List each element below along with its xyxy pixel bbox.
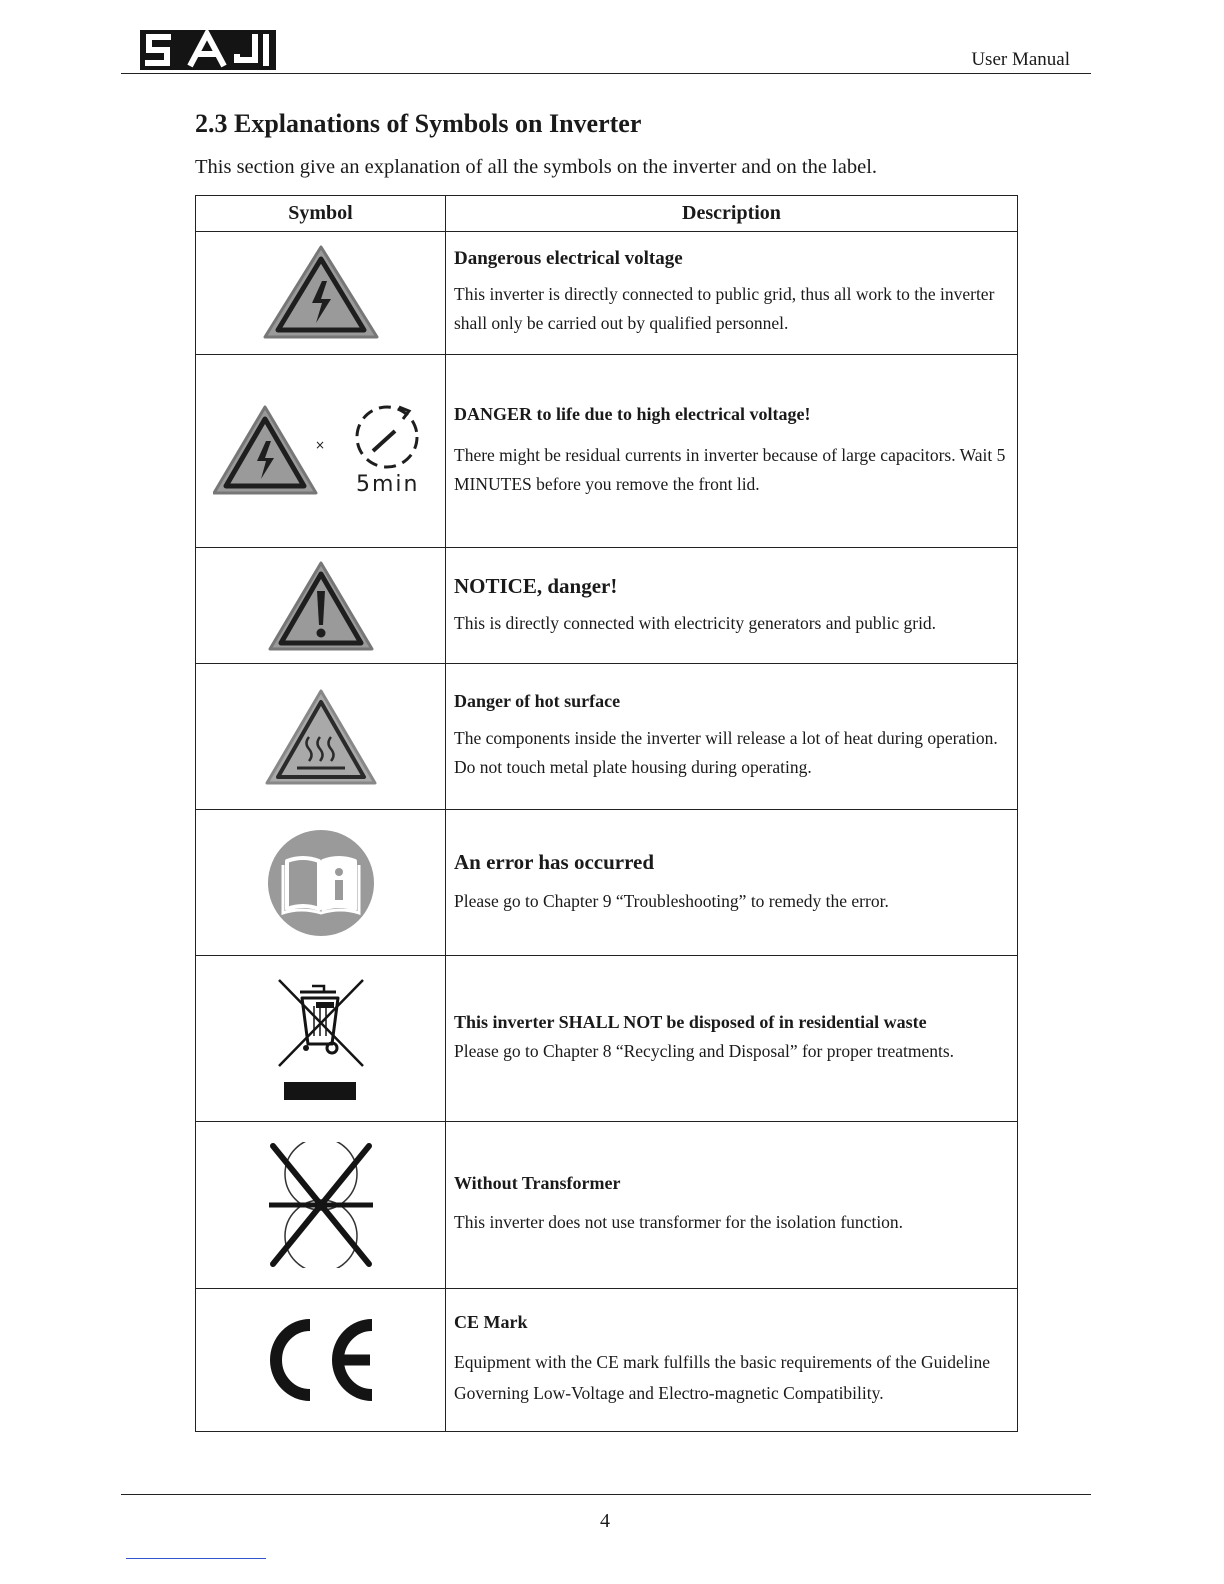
row-body: Please go to Chapter 8 “Recycling and Disposal” for proper treatments. [454, 1040, 955, 1061]
section-title: 2.3 Explanations of Symbols on Inverter [195, 109, 642, 138]
table-row [196, 664, 1018, 810]
manual-label: User Manual [971, 49, 1070, 70]
row-body: Equipment with the CE mark fulfills the basic requirements of the Guideline Governing Low-Voltage and Electro-magnetic Compatibility. [454, 1351, 991, 1403]
table-row [196, 232, 1018, 355]
description-cell [446, 956, 1018, 1122]
table-row [196, 810, 1018, 956]
symbol-cell [196, 232, 446, 355]
section-intro: This section give an explanation of all the symbols on the inverter and on the label. [195, 156, 878, 178]
table-row [196, 548, 1018, 664]
symbol-cell [196, 810, 446, 956]
description-cell [446, 548, 1018, 664]
exclamation-warning-icon [266, 559, 376, 653]
multiply-sign: × [315, 438, 326, 452]
row-title: NOTICE, danger! [454, 573, 618, 598]
symbol-cell [196, 664, 446, 810]
row-body: This is directly connected with electricity generators and public grid. [454, 612, 937, 633]
symbol-cell [196, 1122, 446, 1289]
row-title: Danger of hot surface [454, 691, 621, 711]
symbol-cell [196, 1289, 446, 1432]
high-voltage-warning-icon [261, 243, 381, 343]
page-number: 4 [600, 1510, 610, 1532]
saj-logo [140, 30, 276, 70]
symbol-column-header: Symbol [196, 196, 446, 232]
read-manual-info-icon [267, 829, 375, 937]
table-row [196, 956, 1018, 1122]
table-row [196, 355, 1018, 548]
row-title: Dangerous electrical voltage [454, 248, 683, 269]
no-transformer-icon [265, 1142, 377, 1268]
row-body: This inverter is directly connected to public grid, thus all work to the inverter shall only be carried out by qualified personnel. [454, 284, 995, 333]
row-body: There might be residual currents in inverter because of large capacitors. Wait 5 MINUTES before you remove the front lid. [454, 444, 1006, 494]
description-cell [446, 355, 1018, 548]
row-title: This inverter SHALL NOT be disposed of in residential waste [454, 1011, 927, 1032]
row-title: DANGER to life due to high electrical voltage! [454, 403, 811, 424]
header-rule [121, 73, 1091, 74]
link-underline [126, 1558, 266, 1559]
row-body: This inverter does not use transformer for the isolation function. [454, 1212, 904, 1232]
table-header-row [196, 196, 1018, 232]
description-cell [446, 664, 1018, 810]
description-cell [446, 1289, 1018, 1432]
table-row [196, 1289, 1018, 1432]
symbols-table [195, 195, 1018, 1432]
description-cell [446, 232, 1018, 355]
description-cell [446, 810, 1018, 956]
high-voltage-wait-timer-icon [213, 401, 428, 501]
symbol-cell [196, 355, 446, 548]
symbol-cell [196, 956, 446, 1122]
hot-surface-warning-icon [263, 687, 379, 787]
weee-crossed-bin-icon [276, 976, 366, 1102]
footer-rule [121, 1494, 1091, 1495]
ce-mark-icon [264, 1317, 378, 1403]
row-title: CE Mark [454, 1311, 528, 1332]
row-body: Please go to Chapter 9 “Troubleshooting” to remedy the error. [454, 890, 889, 911]
row-body: The components inside the inverter will release a lot of heat during operation. Do not touch metal plate housing during operating. [454, 728, 998, 777]
row-title: An error has occurred [454, 849, 655, 874]
five-minute-label: 5min [356, 472, 420, 497]
description-cell [446, 1122, 1018, 1289]
description-column-header: Description [446, 196, 1018, 232]
row-title: Without Transformer [454, 1173, 621, 1193]
table-row [196, 1122, 1018, 1289]
symbol-cell [196, 548, 446, 664]
